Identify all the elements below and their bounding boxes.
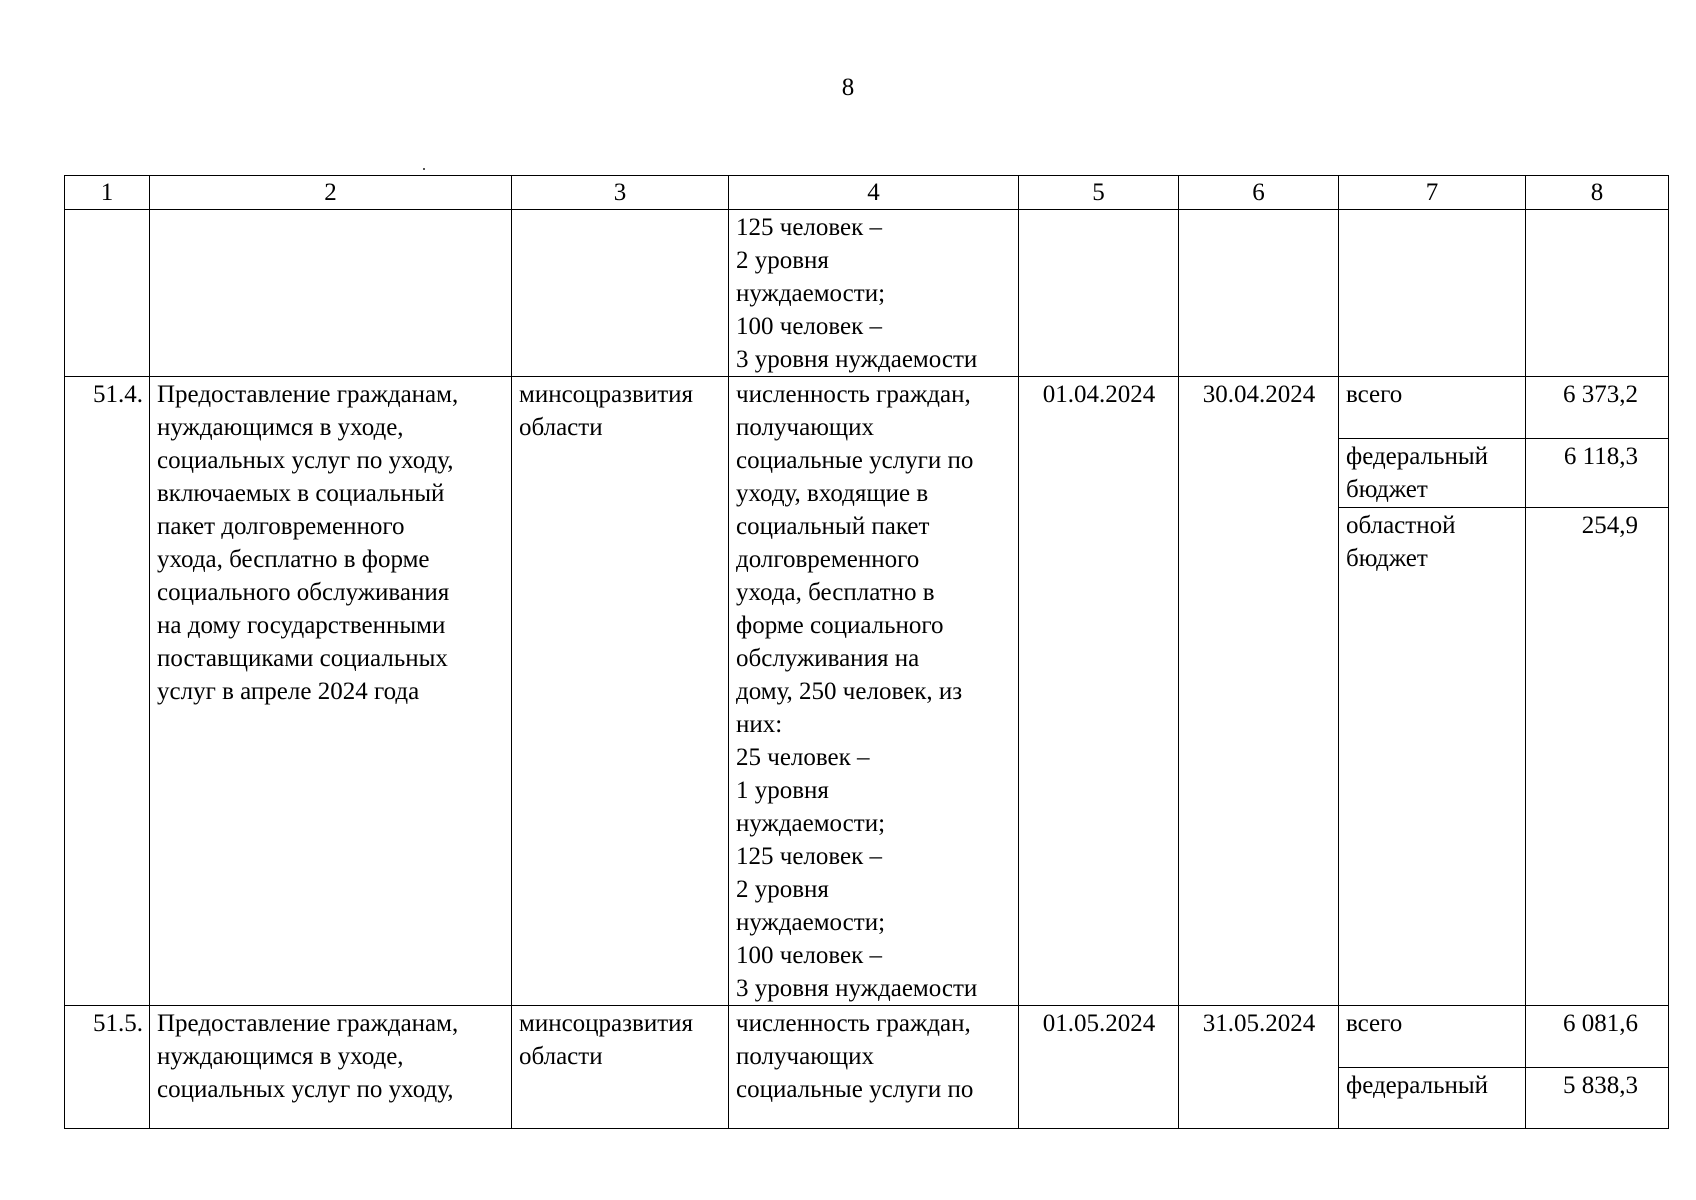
header-col-4: 4 (729, 176, 1019, 210)
indicator-line: нуждаемости; (736, 280, 886, 307)
cell-funding-source (1339, 439, 1526, 507)
cell-executor (512, 210, 729, 377)
indicator-line: 25 человек – (736, 744, 870, 771)
executor-line: минсоцразвития (519, 1010, 694, 1037)
indicator-line: 1 уровня (736, 777, 829, 804)
funding-source-line: бюджет (1346, 544, 1428, 572)
header-col-8: 8 (1526, 176, 1669, 210)
description-line: услуг в апреле 2024 года (157, 678, 420, 705)
indicator-line: получающих (736, 1043, 875, 1070)
table-row-51-5 (65, 1006, 1669, 1068)
cell-description (150, 1006, 512, 1129)
header-col-6: 6 (1179, 176, 1339, 210)
indicator-line: ухода, бесплатно в (736, 579, 935, 606)
cell-end (1179, 210, 1339, 377)
executor-line: области (519, 414, 603, 441)
cell-num: 51.4. (65, 377, 150, 1006)
header-col-1: 1 (65, 176, 150, 210)
funding-source-line: всего (1346, 1010, 1403, 1037)
description-line: ухода, бесплатно в форме (157, 546, 430, 573)
cell-amount: 6 081,6 (1526, 1006, 1669, 1068)
executor-line: области (519, 1043, 603, 1070)
cell-amount: 6 118,3 (1526, 439, 1669, 507)
description-line: нуждающимся в уходе, (157, 414, 404, 441)
indicator-line: социальные услуги по (736, 1076, 974, 1103)
description-line: поставщиками социальных (157, 645, 448, 672)
header-col-5: 5 (1019, 176, 1179, 210)
plan-table (64, 175, 1669, 1129)
description-line: Предоставление гражданам, (157, 1010, 459, 1037)
cell-funding-source (1339, 1068, 1526, 1129)
scan-speck (423, 168, 425, 170)
header-col-2: 2 (150, 176, 512, 210)
indicator-line: них: (736, 711, 783, 738)
description-line: социальных услуг по уходу, (157, 447, 454, 474)
cell-executor (512, 1006, 729, 1129)
indicator-line: нуждаемости; (736, 909, 886, 936)
page-number: 8 (841, 74, 855, 101)
indicator-line: численность граждан, (736, 381, 971, 408)
cell-start: 01.05.2024 (1019, 1006, 1179, 1129)
indicator-line: 3 уровня нуждаемости (736, 346, 978, 373)
cell-executor (512, 377, 729, 1006)
cell-num (65, 210, 150, 377)
indicator-line: 100 человек – (736, 313, 883, 340)
cell-indicator (729, 210, 1019, 377)
cell-amount: 5 838,3 (1526, 1068, 1669, 1129)
cell-end: 30.04.2024 (1179, 377, 1339, 1006)
cell-end: 31.05.2024 (1179, 1006, 1339, 1129)
header-col-3: 3 (512, 176, 729, 210)
indicator-line: обслуживания на (736, 645, 920, 672)
funding-source-line: федеральный (1346, 443, 1489, 471)
table-row-continued (65, 210, 1669, 377)
indicator-line: 100 человек – (736, 942, 883, 969)
cell-start (1019, 210, 1179, 377)
indicator-line: 3 уровня нуждаемости (736, 975, 978, 1002)
cell-amount: 254,9 (1526, 507, 1669, 1005)
indicator-line: социальные услуги по (736, 447, 974, 474)
indicator-line: долговременного (736, 546, 920, 573)
cell-amount: 6 373,2 (1526, 377, 1669, 439)
description-line: на дому государственными (157, 612, 446, 639)
description-line: нуждающимся в уходе, (157, 1043, 404, 1070)
cell-amount (1526, 210, 1669, 377)
indicator-line: 2 уровня (736, 247, 829, 274)
cell-description (150, 377, 512, 1006)
cell-num: 51.5. (65, 1006, 150, 1129)
funding-source-line: всего (1346, 381, 1403, 408)
indicator-line: форме социального (736, 612, 944, 639)
cell-indicator (729, 1006, 1019, 1129)
indicator-line: социальный пакет (736, 513, 930, 540)
cell-start: 01.04.2024 (1019, 377, 1179, 1006)
cell-funding-source (1339, 507, 1526, 1005)
cell-funding-source (1339, 210, 1526, 377)
description-line: социального обслуживания (157, 579, 450, 606)
funding-source-line: областной (1346, 511, 1456, 539)
header-row (65, 176, 1669, 210)
indicator-line: нуждаемости; (736, 810, 886, 837)
cell-description (150, 210, 512, 377)
funding-source-line: федеральный (1346, 1072, 1489, 1099)
indicator-line: 2 уровня (736, 876, 829, 903)
header-col-7: 7 (1339, 176, 1526, 210)
indicator-line: получающих (736, 414, 875, 441)
cell-indicator (729, 377, 1019, 1006)
description-line: пакет долговременного (157, 513, 405, 540)
indicator-line: 125 человек – (736, 214, 883, 241)
cell-funding-source (1339, 1006, 1526, 1068)
table-row-51-4 (65, 377, 1669, 439)
description-line: включаемых в социальный (157, 480, 445, 507)
description-line: социальных услуг по уходу, (157, 1076, 454, 1103)
description-line: Предоставление гражданам, (157, 381, 459, 408)
indicator-line: численность граждан, (736, 1010, 971, 1037)
funding-source-line: бюджет (1346, 476, 1428, 504)
indicator-line: 125 человек – (736, 843, 883, 870)
indicator-line: уходу, входящие в (736, 480, 929, 507)
indicator-line: дому, 250 человек, из (736, 678, 963, 705)
cell-funding-source (1339, 377, 1526, 439)
executor-line: минсоцразвития (519, 381, 694, 408)
